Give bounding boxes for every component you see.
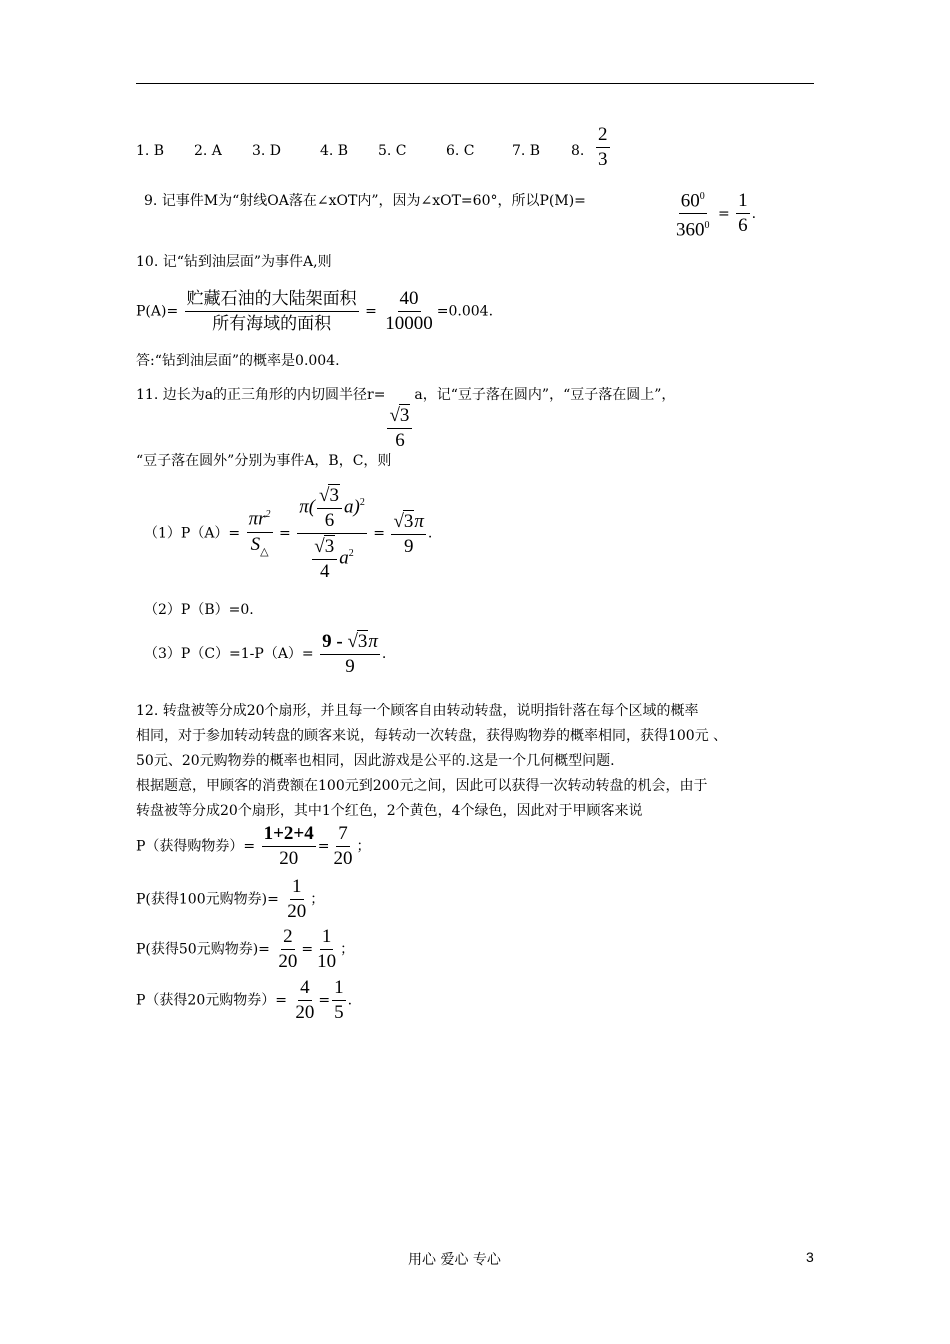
q11-p2: （2）P（B）=0. bbox=[144, 602, 254, 618]
q11-p1: （1）P（A）= $\frac{\pi r^2}{S_\triangle}$ = π( $\frac{√3}{6}$ a)$^2$ $\frac{√3}{4}$ $a^2$ = $\frac{√3\pi}{9}$ . bbox=[144, 485, 433, 582]
q11-intro: 11. 边长为a的正三角形的内切圆半径r= $\frac{√3}{6}$ a，记“豆子落在圆内”，“豆子落在圆上”， bbox=[136, 387, 676, 451]
q12-line-1: 12. 转盘被等分成20个扇形，并且每一个顾客自由转动转盘，说明指针落在每个区域的概率 bbox=[136, 703, 699, 719]
q9-text: 9. 记事件M为“射线OA落在∠xOT内”，因为∠xOT=60°，所以P(M)= bbox=[144, 193, 586, 209]
footer-motto: 用心 爱心 专心 bbox=[408, 1252, 501, 1268]
answer-1: 1. B bbox=[136, 143, 165, 159]
q9-formula: $\frac{60^0}{360^0}$ = $\frac{1}{6}$ . bbox=[672, 186, 756, 242]
q12-line-4: 根据题意，甲顾客的消费额在100元到200元之间，因此可以获得一次转动转盘的机会，由于 bbox=[136, 778, 708, 794]
q11-p3: （3）P（C）=1-P（A）= $\frac{9 - √3\pi}{9}$ . bbox=[144, 631, 387, 677]
answer-6: 6. C bbox=[446, 143, 475, 159]
q10-formula: P(A)= $\frac{\text{贮藏石油的大陆架面积}}{\text{所有海域的面积}}$ = $\frac{40}{10000}$ =0.004. bbox=[136, 288, 494, 334]
q12-prob-100: P(获得100元购物券)= $\frac{1}{20}$ ； bbox=[136, 876, 325, 922]
answer-2: 2. A bbox=[194, 143, 222, 159]
page-number: 3 bbox=[806, 1249, 814, 1265]
q10-answer: 答:“钻到油层面”的概率是0.004. bbox=[136, 353, 340, 369]
q10-text: 10. 记“钻到油层面”为事件A,则 bbox=[136, 254, 332, 270]
answer-8-fraction: $\frac{2}{3}$ bbox=[598, 124, 608, 170]
answer-7: 7. B bbox=[512, 143, 541, 159]
q12-prob-20: P（获得20元购物券）= $\frac{4}{20}$ = $\frac{1}{5}$ . bbox=[136, 977, 353, 1023]
answer-3: 3. D bbox=[252, 143, 282, 159]
answer-4: 4. B bbox=[320, 143, 349, 159]
q12-line-3: 50元、20元购物券的概率也相同，因此游戏是公平的.这是一个几何概型问题. bbox=[136, 753, 615, 769]
q12-prob-coupon: P（获得购物券）= $\frac{1+2+4}{20}$ = $\frac{7}{20}$ ； bbox=[136, 823, 371, 869]
header-rule bbox=[136, 83, 814, 84]
q12-line-2: 相同，对于参加转动转盘的顾客来说，每转动一次转盘，获得购物券的概率相同，获得100元 、 bbox=[136, 728, 728, 744]
q11-events: “豆子落在圆外”分别为事件A，B，C，则 bbox=[136, 453, 392, 469]
q12-prob-50: P(获得50元购物券)= $\frac{2}{20}$ = $\frac{1}{10}$ ； bbox=[136, 926, 355, 972]
answer-5: 5. C bbox=[378, 143, 407, 159]
q12-line-5: 转盘被等分成20个扇形，其中1个红色，2个黄色，4个绿色，因此对于甲顾客来说 bbox=[136, 803, 643, 819]
answer-8: 8. bbox=[571, 143, 585, 159]
